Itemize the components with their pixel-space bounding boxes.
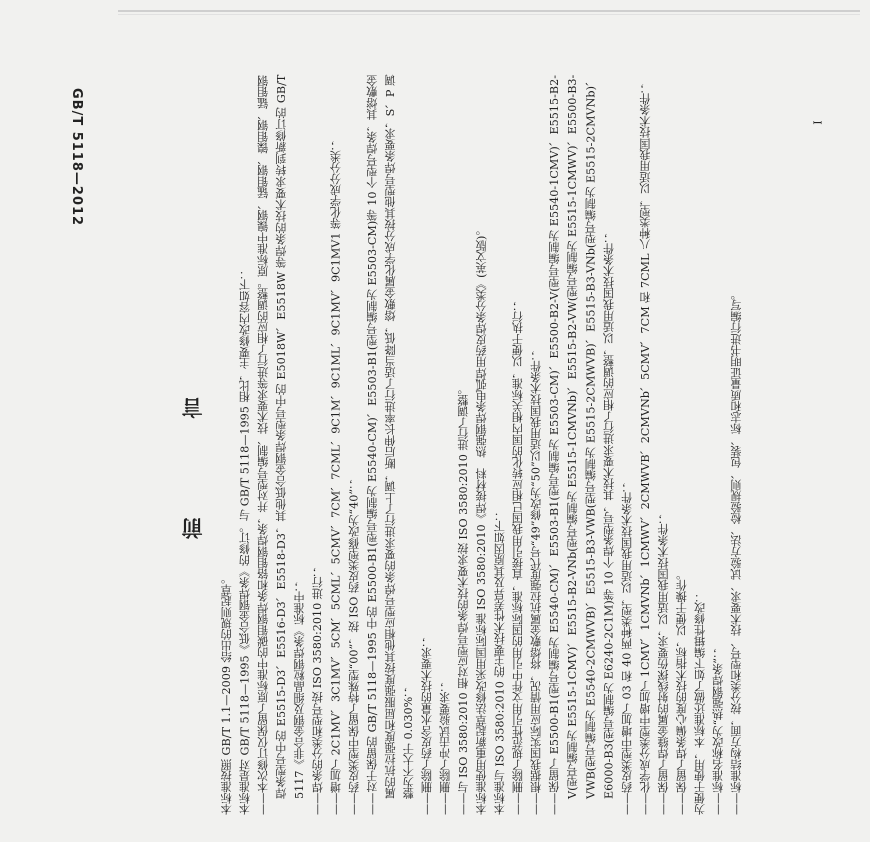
list-item: ——根据我国实际应用情况，将熔敷金属抗拉强度代号“49”修改为“50”以适用我国技术条件；	[529, 349, 543, 815]
preface-body	[218, 75, 746, 815]
list-item: ——焊条的分类和型号按 ISO 3580:2010 进行；	[311, 565, 325, 815]
list-item: ——与 ISO 3580:2010 相对应型号焊条的技术要求按 ISO 3580:2010 进行了调整。	[456, 383, 470, 815]
scan-top-border	[118, 10, 860, 12]
standard-code: GB/T 5118—2012	[69, 88, 84, 227]
preface-heading: 前 言	[181, 351, 205, 539]
list-item: ——化学成分类型中增加了 1CMV、1CMVNb、1CMWV、2CMWVB、2CMVNb、5CMV、7CM 和 7CML 八种类型，以适用我国技术条件；	[638, 81, 652, 815]
list-item: ——增加了 2C1MV、3C1MV、5CM、5CML、5CMV、7CM、7CML、9C1M、9C1ML、9C1MV、9C1MV1 等化学成分分类；	[329, 139, 343, 815]
list-item: ——保留了焊条偏心度的技术指标，以便于操作。	[675, 568, 689, 815]
list-item: ——保留了 E5500-B1(型号编制为 E5540-CM)、E5503-B1(型号编制为 E5503-CM)、E5500-B2-V(型号编制为 E5540-1CMV)、E5515-B2-V(型号编制为 E5515-1CMV)、E5515-B2-VNb(型号编制为 E5515-1CMVNb)、E5515-B2-VW(型号编制为 E5515-1CMWV)、E5500-B3-VWB(型号编制为 E5540-2CMWVB)、E5515-B3-VWB(型号编制为 E5515-2CMWVB)、E5515-B3-VNb(型号编制为 E5515-2CMVNb)、E6000-B3(型号编制为 E6240-2C1M)等 10 个焊条型号，其技术要求进行了相应的调整，以适用我国技术条件；	[547, 75, 616, 815]
preface-text-block	[170, 75, 820, 815]
list-item: ——药皮类型中增加了 03 和 40 两种类型，以适用我国技术条件；	[620, 481, 634, 815]
list-item: ——删除了冲击试验要求；	[438, 680, 452, 815]
page-number: I	[810, 120, 824, 125]
preface-page	[170, 75, 820, 815]
list-item: ——本次修订仅保留了原标准中的碳钼钢焊条和铬钼钢焊条，并对型号编制、技术要求等进行了相应的调整。原标准中镍钢、锰钼钢、镍钼钢、锰钼钢焊条型号中的 E5515-D3、E5516-D3、E5518-D3，其他低合金钢焊条型号中的 E5018W、E5518W 等焊条的技术要求转到新修订的 GB/T 5117《非合金钢及细晶粒钢焊条》标准中；	[256, 75, 307, 815]
scan-top-border-faint	[118, 14, 860, 15]
list-item: ——保留了焊缝金属的射线探伤要求，以适用我国技术条件；	[657, 512, 671, 815]
list-item: ——药皮类型中保留了特殊型“00”，按 ISO 药皮类型修改为“40”；	[347, 477, 361, 815]
list-item: ——标准结构方面，按分类和型号、技术要求、试验方法、检验规则、包装、标志和质量证明书进行编写。	[729, 288, 743, 815]
paragraph: 本标准与 ISO 3580:2010 的主要技术性差异及其原因如下：	[493, 509, 507, 815]
list-item: ——删除了药皮含水量的技术要求；	[420, 635, 434, 815]
paragraph: 本标准使用重新起草法修改采用国际标准 ISO 3580:2010《焊接材料 热强钢焊条电弧焊用药皮焊条分类》(英文版)。	[475, 224, 489, 815]
list-item: ——标准名称改为“热强钢焊条”；	[711, 646, 725, 815]
paragraph: 本标准是对 GB/T 5118—1995《低合金钢焊条》的修订。与 GB/T 5118—1995 相比，主要修改内容如下：	[238, 268, 252, 815]
list-item: ——对于保留的 GB/T 5118—1995 中的 E5500-B1(型号编制为 E5540-CM)、E5503-B1(型号编制为 E5503-CM)等 10 个型号焊条，其熔敷金属的抗拉强度和屈服强度按其他相应型号焊条的要求进行了上调，断后伸长率进行了适当降低，熔敷金属化学成分按其他型号焊条要求，S、P 调整为不大于 0.030%；	[365, 75, 416, 815]
list-item: ——删除了规范性引用文件中引用的国际标准，直接引用我国已相应转化的国内相关标准，以便于执行；	[511, 299, 525, 815]
paragraph: 本标准按照 GB/T 1.1—2009 给出的规则起草。	[220, 572, 234, 815]
paragraph: 为便于使用，本标准还做了如下编辑性修改：	[693, 591, 707, 815]
